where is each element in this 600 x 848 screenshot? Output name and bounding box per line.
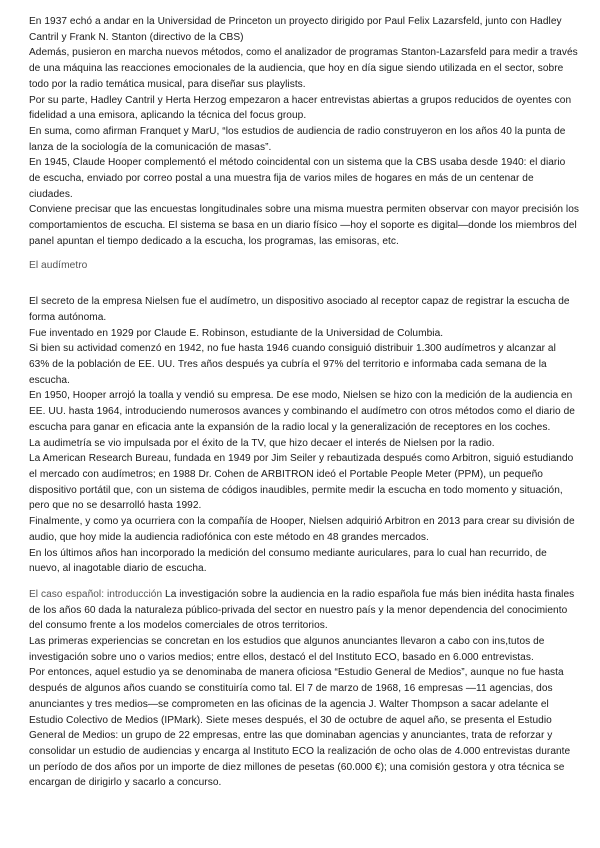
intro-paragraph-5: En 1945, Claude Hooper complementó el método coincidental con un sistema que la CBS usaba desde 1940: el diario de escucha, enviado por correo postal a una muestra fija de varios miles de hogares en más de un centenar de ciudades. [29, 157, 566, 200]
audimetro-paragraph-5: La audimetría se vio impulsada por el éxito de la TV, que hizo decaer el interés de Nielsen por la radio. [29, 437, 495, 449]
intro-section [29, 14, 579, 250]
section-spacer [29, 577, 579, 587]
audimetro-section [29, 294, 579, 577]
document-page [29, 14, 579, 791]
caso-espanol-paragraph-2: Las primeras experiencias se concretan en los estudios que algunos anunciantes llevaron a cabo con ins,tutos de investigación sobre uno o varios medios; entre ellos, destacó el del Instituto ECO, basado en 6.000 entrevistas. [29, 636, 545, 663]
intro-paragraph-4: En suma, como afirman Franquet y MarU, “los estudios de audiencia de radio construyeron en los años 40 la punta de lanza de la sociología de la comunicación de masas”. [29, 125, 566, 153]
audimetro-paragraph-7: Finalmente, y como ya ocurriera con la compañía de Hooper, Nielsen adquirió Arbitron en 2013 para crear su división de audio, que hoy mide la audiencia radiofónica con este método en 48 grandes mercados. [29, 516, 575, 543]
audimetro-paragraph-8: En los últimos años han incorporado la medición del consumo mediante auriculares, para lo cual han recurrido, de nuevo, al inagotable diario de escucha. [29, 547, 547, 575]
audimetro-paragraph-3: Si bien su actividad comenzó en 1942, no fue hasta 1946 cuando consiguió distribuir 1.300 audímetros y alcanzar al 63% de la población de EE. UU. Tres años después ya cubría el 97% del territorio e informaba cada semana de la escucha. [29, 343, 556, 386]
audimetro-paragraph-1: El secreto de la empresa Nielsen fue el audímetro, un dispositivo asociado al receptor capaz de registrar la escucha de forma autónoma. [29, 296, 570, 323]
audimetro-paragraph-6: La American Research Bureau, fundada en 1949 por Jim Seiler y rebautizada después como Arbitron, siguió estudiando el mercado con audímetros; en 1988 Dr. Cohen de ARBITRON ideó el Portable People Meter (PPM), un pequeño dispositivo portátil que, con un sistema de códigos inaudibles, permite medir la escucha en todo momento y situación, pero que no se desarrolló hasta 1992. [29, 453, 574, 512]
intro-paragraph-1: En 1937 echó a andar en la Universidad de Princeton un proyecto dirigido por Paul Felix Lazarsfeld, junto con Hadley Cantril y Frank N. Stanton (directivo de la CBS) [29, 16, 562, 43]
section-spacer [29, 284, 579, 294]
section-heading-audimetro: El audímetro [29, 259, 88, 271]
intro-paragraph-3: Por su parte, Hadley Cantril y Herta Herzog empezaron a hacer entrevistas abiertas a grupos reducidos de oyentes con fidelidad a una emisora, aplicando la técnica del focus group. [29, 94, 572, 122]
caso-espanol-paragraph-3: Por entonces, aquel estudio ya se denominaba de manera oficiosa “Estudio General de Medios”, aunque no fue hasta después de algunos años cuando se constituiría como tal. El 7 de marzo de 1968, 16 empresas —11 agencias, dos anunciantes y tres medios—se comprometen en las oficinas de la agencia J. Walter Thompson a sacar adelante el Estudio Colectivo de Medios (IPMark). Siete meses después, el 30 de octubre de aquel año, se presenta el Estudio General de Medios: un grupo de 22 empresas, entre las que dominaban agencias y anunciantes, trata de reforzar y consolidar un estudio de audiencias y encarga al Instituto ECO la realización de ocho olas de 4.000 entrevistas durante un período de dos años por un importe de diez millones de pesetas (60.000 €); una comisión gestora y otra técnica se encargan de dirigirlo y sacarlo a concurso. [29, 667, 571, 789]
intro-paragraph-2: Además, pusieron en marcha nuevos métodos, como el analizador de programas Stanton-Lazarsfeld para medir a través de una máquina las reacciones emocionales de la audiencia, que hoy en día sigue siendo utilizada en el sector, sobre todo por la radio temática musical, para diseñar sus playlists. [29, 47, 578, 90]
audimetro-paragraph-2: Fue inventado en 1929 por Claude E. Robinson, estudiante de la Universidad de Columbia. [29, 327, 444, 339]
intro-paragraph-6: Conviene precisar que las encuestas longitudinales sobre una misma muestra permiten observar con mayor precisión los comportamientos de escucha. El sistema se basa en un diario físico —hoy el soporte es digital—donde los miembros del panel apuntan el tiempo dedicado a la escucha, los programas, las emisoras, etc. [29, 204, 580, 247]
audimetro-paragraph-4: En 1950, Hooper arrojó la toalla y vendió su empresa. De ese modo, Nielsen se hizo con la medición de la audiencia en EE. UU. hasta 1964, introduciendo numerosos avances y combinando el audímetro con otros métodos como el diario de escucha para ganar en eficacia ante la expansión de la radio local y la generalización de receptores en los coches. [29, 390, 575, 433]
section-heading-caso-espanol: El caso español: introducción [29, 588, 163, 600]
caso-espanol-section [29, 587, 579, 791]
caso-espanol-paragraph-1 [29, 587, 579, 634]
caso-espanol-intro-text: La investigación sobre la audiencia en la radio española fue más bien inédita hasta finales de los años 60 dada la naturaleza público-privada del sector en nuestro país y la menor dependencia del conocimiento del consumo frente a los modelos comerciales de otros territorios. [29, 588, 575, 632]
